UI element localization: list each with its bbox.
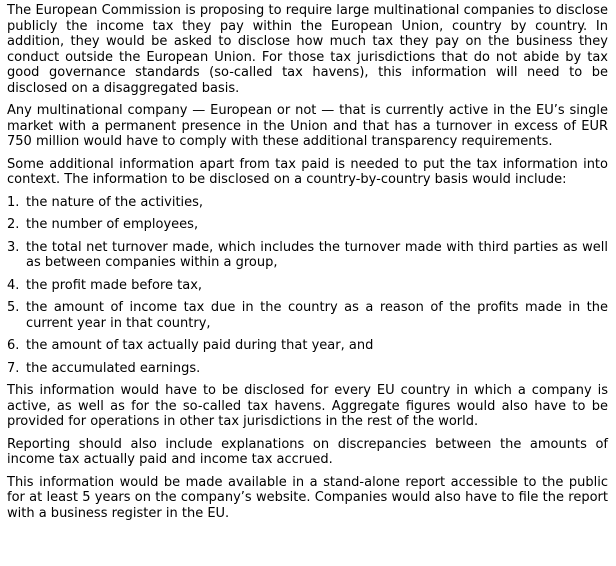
list-item-number: 5. bbox=[7, 300, 20, 315]
list-item-text: the amount of income tax due in the country as a reason of the profits made in the current year in that country, bbox=[26, 300, 608, 331]
list-item bbox=[7, 217, 608, 233]
paragraph-scope: Any multinational company — European or not — that is currently active in the EU’s single market with a permanent presence in the Union and that has a turnover in excess of EUR 750 million would have to comply with these additional transparency requirements. bbox=[7, 103, 608, 149]
paragraph-list-intro: Some additional information apart from tax paid is needed to put the tax information into context. The information to be disclosed on a country-by-country basis would include: bbox=[7, 156, 608, 187]
list-item-text: the total net turnover made, which includes the turnover made with third parties as well as between companies within a group, bbox=[26, 239, 608, 270]
disclosure-list bbox=[7, 195, 608, 377]
list-item bbox=[7, 240, 608, 271]
paragraph-proposal: The European Commission is proposing to require large multinational companies to disclose publicly the income tax they pay within the European Union, country by country. In addition, they would be asked to disclose how much tax they pay on the business they conduct outside the European Union. For those tax jurisdictions that do not abide by tax good governance standards (so-called tax havens), this information will need to be disclosed on a disaggregated basis. bbox=[7, 3, 608, 96]
list-item bbox=[7, 195, 608, 211]
list-item bbox=[7, 361, 608, 377]
list-item-text: the amount of tax actually paid during that year, and bbox=[26, 338, 374, 353]
list-item bbox=[7, 300, 608, 331]
list-item-number: 1. bbox=[7, 194, 20, 210]
list-item bbox=[7, 278, 608, 294]
list-item-text: the nature of the activities, bbox=[26, 194, 204, 210]
paragraph-coverage: This information would have to be disclosed for every EU country in which a company is active, as well as for the so-called tax havens. Aggregate figures would also have to be provided for operations in other tax jurisdictions in the rest of the world. bbox=[7, 383, 608, 429]
list-item-text: the accumulated earnings. bbox=[26, 360, 201, 376]
list-item-number: 2. bbox=[7, 217, 20, 232]
paragraph-publication: This information would be made available in a stand-alone report accessible to the public for at least 5 years on the company’s website. Companies would also have to file the report with a business register in the EU. bbox=[7, 474, 608, 521]
list-item-text: the number of employees, bbox=[26, 217, 199, 232]
list-item-text: the profit made before tax, bbox=[26, 277, 203, 293]
list-item-number: 6. bbox=[7, 338, 20, 353]
list-item-number: 4. bbox=[7, 277, 20, 293]
list-item-number: 7. bbox=[7, 360, 20, 376]
list-item bbox=[7, 338, 608, 354]
list-item-number: 3. bbox=[7, 239, 20, 255]
paragraph-discrepancies: Reporting should also include explanations on discrepancies between the amounts of income tax actually paid and income tax accrued. bbox=[7, 436, 608, 467]
